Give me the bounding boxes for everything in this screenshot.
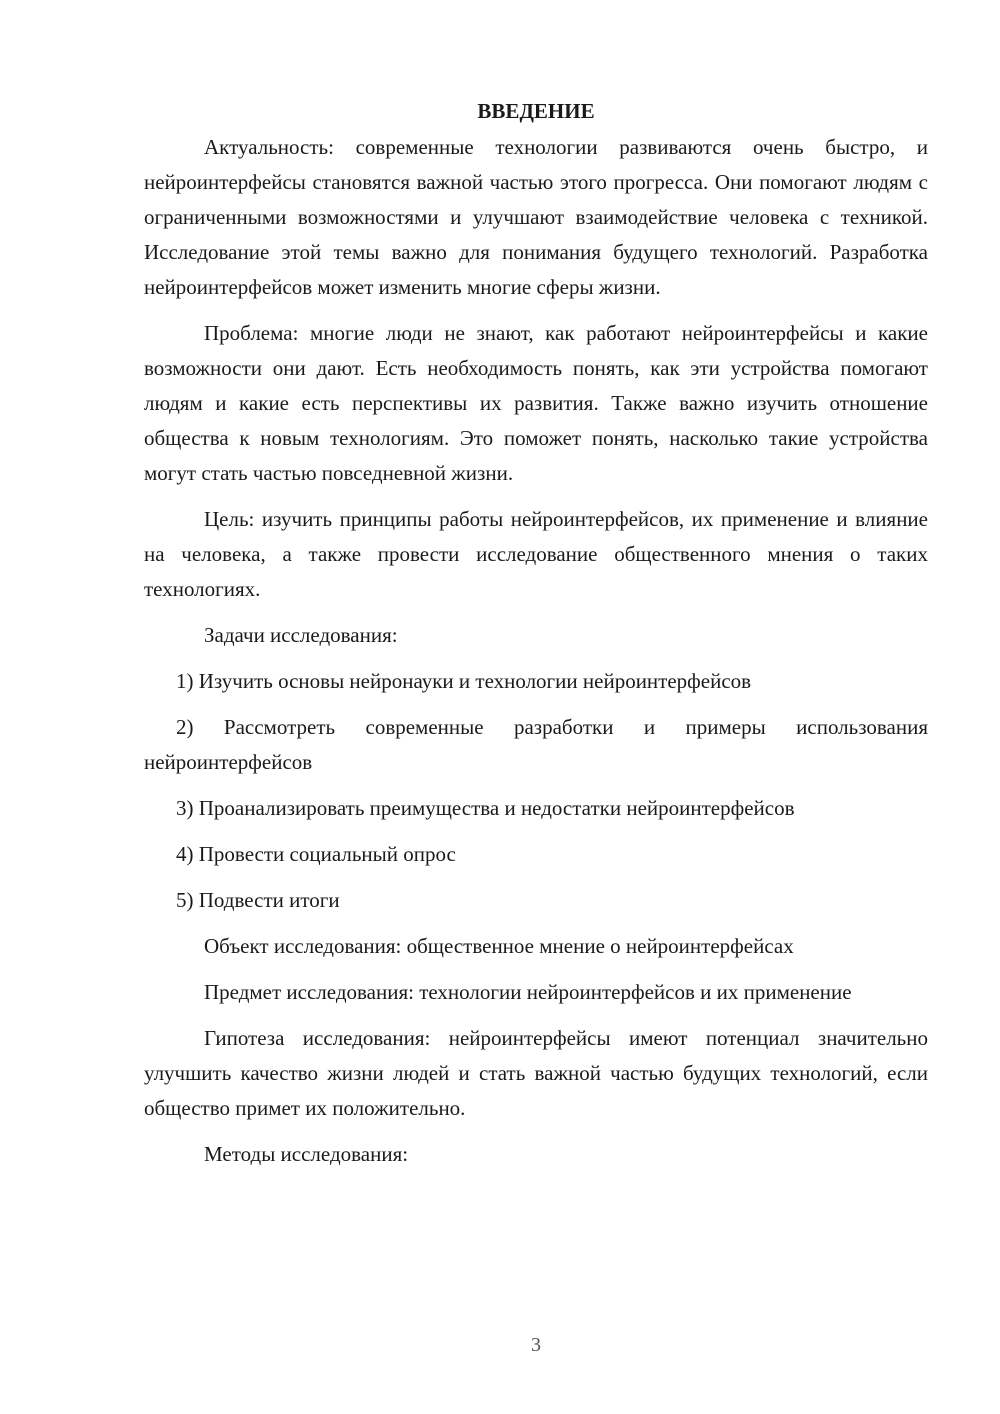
- page-content: [144, 95, 928, 1183]
- page-title: ВВЕДЕНИЕ: [477, 99, 595, 123]
- problem-paragraph: Проблема: многие люди не знают, как работают нейроинтерфейсы и какие возможности они дают. Есть необходимость понять, как эти устройства помогают людям и какие есть перспективы их развития. Также важно изучить отношение общества к новым технологиям. Это поможет понять, насколько такие устройства могут стать частью повседневной жизни.: [144, 321, 928, 485]
- task-item: 3) Проанализировать преимущества и недостатки нейроинтерфейсов: [176, 796, 795, 820]
- hypothesis-paragraph: Гипотеза исследования: нейроинтерфейсы имеют потенциал значительно улучшить качество жизни людей и стать важной частью будущих технологий, если общество примет их положительно.: [144, 1026, 928, 1120]
- tasks-heading: Задачи исследования:: [204, 623, 398, 647]
- goal-paragraph: Цель: изучить принципы работы нейроинтерфейсов, их применение и влияние на человека, а также провести исследование общественного мнения о таких технологиях.: [144, 507, 928, 601]
- task-item: 5) Подвести итоги: [176, 888, 340, 912]
- subject-paragraph: Предмет исследования: технологии нейроинтерфейсов и их применение: [204, 980, 852, 1004]
- task-item: 2) Рассмотреть современные разработки и примеры использования нейроинтерфейсов: [144, 715, 928, 774]
- object-paragraph: Объект исследования: общественное мнение о нейроинтерфейсах: [204, 934, 794, 958]
- relevance-paragraph: Актуальность: современные технологии развиваются очень быстро, и нейроинтерфейсы становятся важной частью этого прогресса. Они помогают людям с ограниченными возможностями и улучшают взаимодействие человека с техникой. Исследование этой темы важно для понимания будущего технологий. Разработка нейроинтерфейсов может изменить многие сферы жизни.: [144, 135, 928, 299]
- task-item: 4) Провести социальный опрос: [176, 842, 456, 866]
- task-item: 1) Изучить основы нейронауки и технологии нейроинтерфейсов: [176, 669, 752, 693]
- page-number: 3: [531, 1334, 541, 1356]
- methods-heading: Методы исследования:: [204, 1142, 409, 1166]
